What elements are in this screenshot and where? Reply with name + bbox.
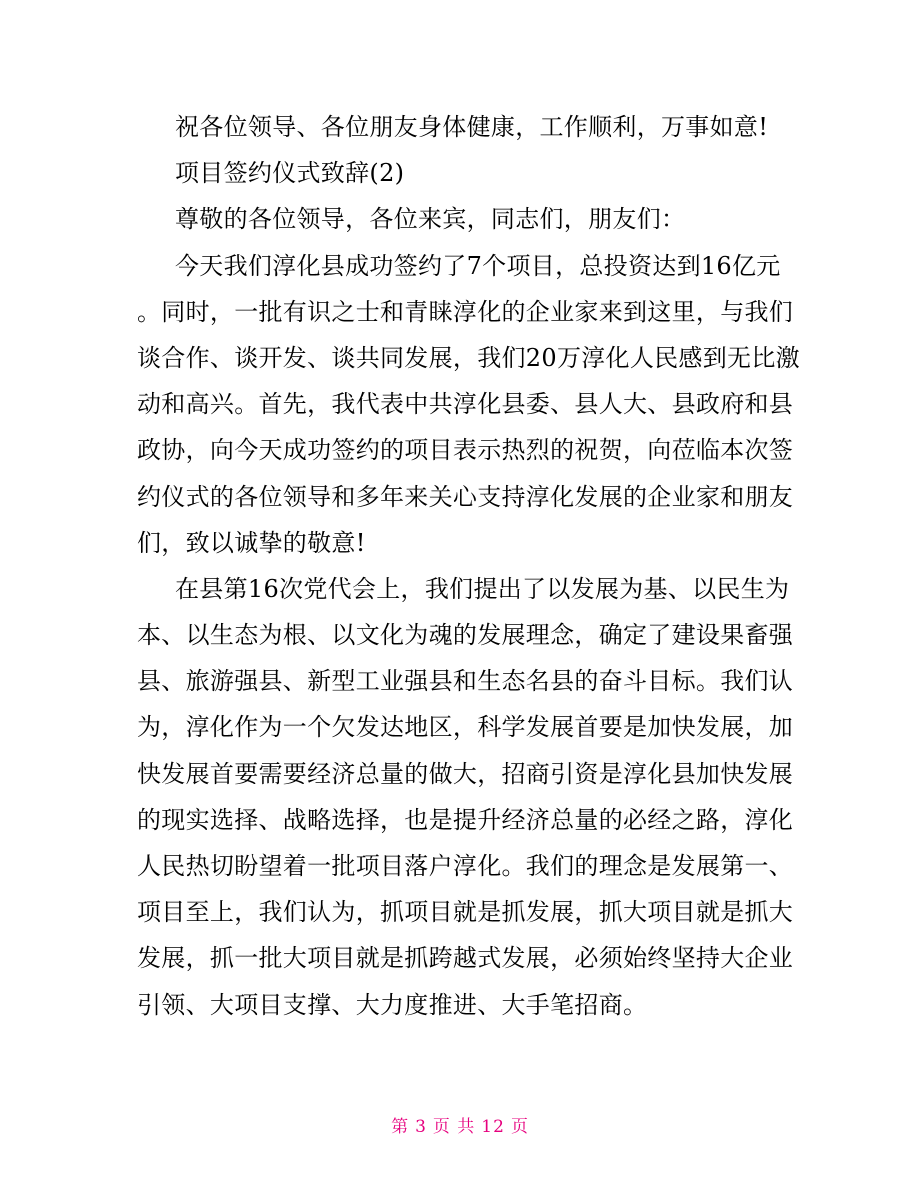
page-footer: [0, 1112, 920, 1137]
section-title: 项目签约仪式致辞(2): [175, 159, 405, 188]
paragraph-line: 发展，抓一批大项目就是抓跨越式发展，必须始终坚持大企业: [137, 944, 794, 973]
paragraph-line: 祝各位领导、各位朋友身体健康，工作顺利，万事如意!: [175, 113, 769, 141]
paragraph-line: 谈合作、谈开发、谈共同发展，我们20万淳化人民感到无比激: [137, 343, 800, 372]
paragraph-line: 约仪式的各位领导和多年来关心支持淳化发展的企业家和朋友: [137, 482, 794, 511]
footer-suffix: 页: [510, 1117, 529, 1137]
document-body: [137, 104, 800, 1028]
paragraph-line: 人民热切盼望着一批项目落户淳化。我们的理念是发展第一、: [137, 852, 794, 880]
salutation: 尊敬的各位领导，各位来宾，同志们，朋友们：: [175, 205, 686, 234]
paragraph-line: 为，淳化作为一个欠发达地区，科学发展首要是加快发展，加: [137, 713, 794, 742]
footer-total-pages: 12: [481, 1117, 505, 1137]
paragraph-line: 快发展首要需要经济总量的做大，招商引资是淳化县加快发展: [137, 759, 794, 788]
paragraph-line: 今天我们淳化县成功签约了7个项目，总投资达到16亿元: [175, 251, 781, 280]
paragraph-line: 们，致以诚挚的敬意!: [137, 528, 366, 557]
paragraph-line: 动和高兴。首先，我代表中共淳化县委、县人大、县政府和县: [137, 390, 794, 419]
paragraph-line: 。同时，一批有识之士和青睐淳化的企业家来到这里，与我们: [137, 297, 794, 326]
paragraph-line: 在县第16次党代会上，我们提出了以发展为基、以民生为: [175, 574, 790, 603]
paragraph-line: 政协，向今天成功签约的项目表示热烈的祝贺，向莅临本次签: [137, 436, 794, 465]
paragraph-line: 的现实选择、战略选择，也是提升经济总量的必经之路，淳化: [137, 805, 794, 834]
paragraph-line: 项目至上，我们认为，抓项目就是抓发展，抓大项目就是抓大: [137, 898, 794, 927]
footer-current-page: 3: [415, 1117, 427, 1137]
paragraph-line: 引领、大项目支撑、大力度推进、大手笔招商。: [137, 990, 648, 1019]
paragraph-line: 本、以生态为根、以文化为魂的发展理念，确定了建设果畜强: [137, 621, 794, 650]
footer-middle: 页 共: [432, 1117, 476, 1137]
paragraph-line: 县、旅游强县、新型工业强县和生态名县的奋斗目标。我们认: [137, 667, 794, 696]
footer-prefix: 第: [391, 1117, 410, 1137]
